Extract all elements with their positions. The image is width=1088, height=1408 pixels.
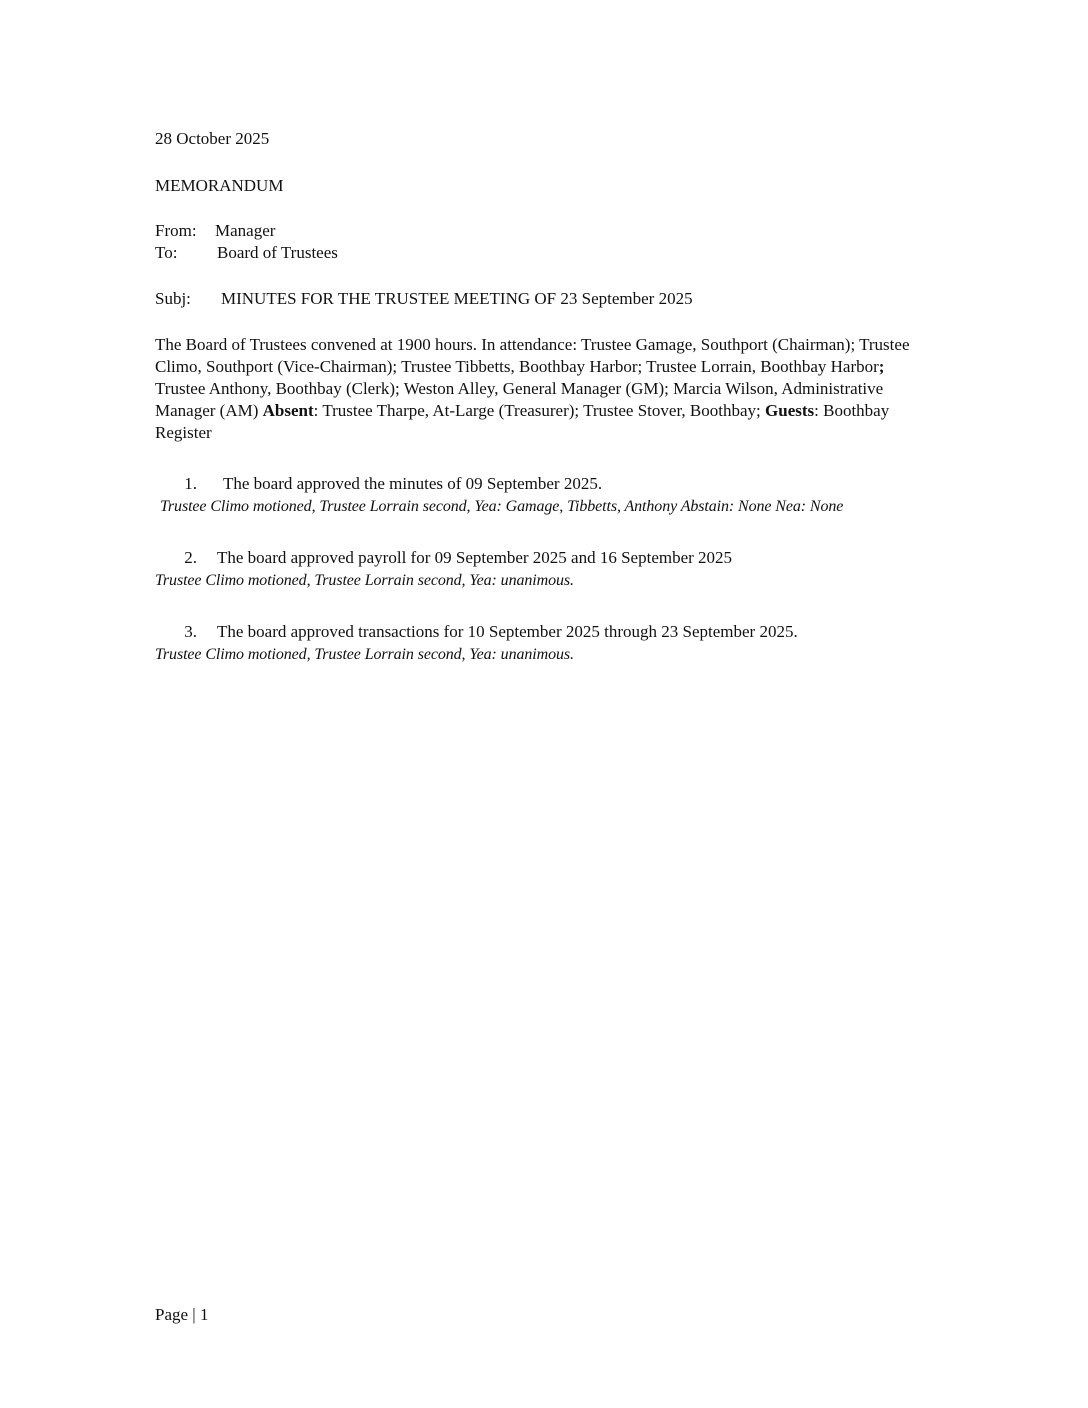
list-item — [155, 473, 935, 495]
attendance-text-1: The Board of Trustees convened at 1900 hours. In attendance: Trustee Gamage, Southport (Chairman); Trustee Climo, Southport (Vice-Chairman); Trustee Tibbetts, Boothbay Harbor; Trustee Lorrain, Boothbay Harbor — [155, 335, 910, 376]
list-item — [155, 547, 935, 569]
guests-label: Guests — [765, 401, 815, 420]
attendance-semicolon: ; — [878, 357, 885, 376]
from-label: From: — [155, 221, 197, 240]
item-number: 2. — [184, 548, 197, 567]
item-text: The board approved the minutes of 09 September 2025. — [223, 474, 603, 493]
subject-line — [155, 288, 935, 310]
page-number: Page | 1 — [155, 1305, 209, 1324]
absent-label: Absent — [262, 401, 314, 420]
from-line — [155, 220, 935, 242]
to-value: Board of Trustees — [217, 243, 338, 262]
item-text: The board approved transactions for 10 September 2025 through 23 September 2025. — [217, 622, 798, 641]
item-vote: Trustee Climo motioned, Trustee Lorrain second, Yea: Gamage, Tibbetts, Anthony Abstain: None Nea: None — [160, 498, 844, 515]
item-vote: Trustee Climo motioned, Trustee Lorrain second, Yea: unanimous. — [155, 646, 574, 663]
memo-type: MEMORANDUM — [155, 176, 284, 195]
attendance-text-4: : Boothbay Register — [155, 401, 890, 442]
attendance-text-3: : Trustee Tharpe, At-Large (Treasurer); Trustee Stover, Boothbay; — [313, 401, 766, 420]
item-vote: Trustee Climo motioned, Trustee Lorrain second, Yea: unanimous. — [155, 572, 574, 589]
from-value: Manager — [215, 221, 276, 240]
to-line — [155, 242, 935, 264]
subject-label: Subj: — [155, 289, 191, 308]
subject-value: MINUTES FOR THE TRUSTEE MEETING OF 23 September 2025 — [221, 289, 693, 308]
to-label: To: — [155, 243, 178, 262]
item-number: 1. — [184, 474, 197, 493]
item-number: 3. — [184, 622, 197, 641]
list-item — [155, 621, 935, 643]
item-text: The board approved payroll for 09 September 2025 and 16 September 2025 — [217, 548, 733, 567]
memo-date: 28 October 2025 — [155, 129, 270, 148]
attendance-text-2: Trustee Anthony, Boothbay (Clerk); Weston Alley, General Manager (GM); Marcia Wilson, Administrative Manager (AM) — [155, 379, 884, 420]
attendance-paragraph — [155, 334, 925, 444]
